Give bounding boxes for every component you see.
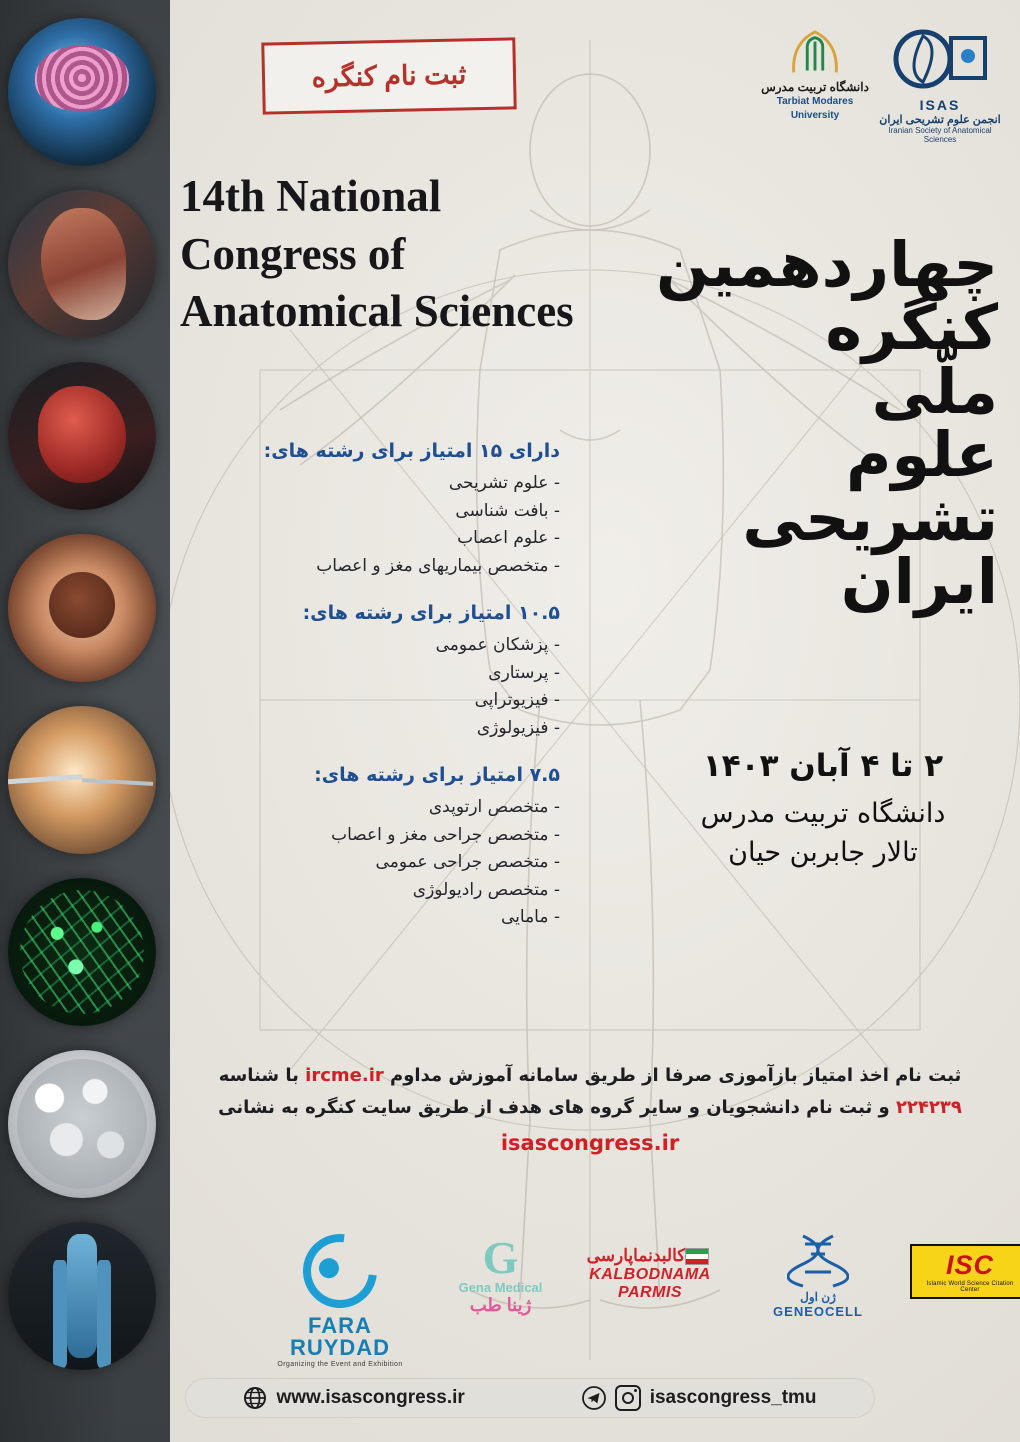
- congress-date: ۲ تا ۴ آبان ۱۴۰۳: [702, 748, 944, 784]
- isas-abbreviation: ISAS: [919, 97, 961, 113]
- kalbodnama-name-fa: [560, 1246, 740, 1266]
- fara-ring-icon: [288, 1219, 392, 1323]
- isas-logo: [876, 26, 1004, 142]
- congress-title-fa-line-4: علوم: [846, 418, 998, 492]
- registration-line1-part2: با شناسه: [218, 1065, 306, 1086]
- credit-item: - پزشکان عمومی: [435, 635, 560, 656]
- dna-helix-icon: [787, 1232, 849, 1290]
- cme-credits-section: [180, 440, 560, 954]
- isas-name-fa: انجمن علوم تشریحی ایران: [879, 114, 1001, 126]
- congress-title-fa-line-6: ایران: [840, 545, 998, 619]
- kalbodnama-parmis-logo: [560, 1246, 740, 1302]
- registration-note: [180, 1060, 1000, 1162]
- fara-tagline: Organizing the Event and Exhibition: [277, 1361, 403, 1368]
- left-image-strip: [0, 0, 170, 1442]
- geneocell-logo: [748, 1232, 888, 1319]
- credit-group: [180, 440, 560, 580]
- fluorescent-neuron-culture-thumb: [8, 878, 156, 1026]
- ivf-micromanipulation-thumb: [8, 706, 156, 854]
- globe-icon: [243, 1386, 267, 1410]
- human-body-anatomy-thumb: [8, 1222, 156, 1370]
- registration-code: ۲۲۴۲۳۹: [895, 1096, 962, 1118]
- congress-site-link[interactable]: isascongress.ir: [500, 1131, 680, 1155]
- credit-item: - متخصص رادیولوژی: [412, 879, 560, 900]
- credit-item: - فیزیوتراپی: [474, 690, 560, 711]
- isas-name-en: Iranian Society of Anatomical Sciences: [888, 126, 992, 144]
- tmu-name-en-line2: University: [790, 109, 840, 121]
- credit-group: [180, 602, 560, 742]
- isc-subtitle: Islamic World Science Citation Center: [926, 1281, 1014, 1293]
- fara-name-line2: RUYDAD: [289, 1335, 391, 1360]
- congress-venue-line-1: دانشگاه تربیت مدرس: [700, 798, 946, 829]
- credit-group-heading: دارای ۱۵ امتیاز برای رشته های:: [263, 440, 560, 462]
- gena-name-fa: ژینا طب: [469, 1294, 532, 1315]
- tarbiat-modares-logo: [760, 28, 870, 138]
- kalbodnama-name-en: KALBODNAMA PARMIS: [589, 1266, 711, 1301]
- isc-logo: [910, 1244, 1020, 1299]
- congress-title-fa-line-5: تشریحی: [742, 481, 998, 555]
- credit-item: - مامایی: [500, 907, 560, 928]
- isc-abbreviation: ISC: [945, 1250, 994, 1280]
- social-handle: isascongress_tmu: [649, 1387, 817, 1408]
- embryo-microscopy-thumb: [8, 534, 156, 682]
- head-anatomy-illustration-thumb: [8, 190, 156, 338]
- credit-item: - علوم اعصاب: [457, 528, 560, 549]
- gena-name-en: Gena Medical: [458, 1279, 543, 1295]
- congress-title-fa: [655, 228, 998, 619]
- gena-mark-icon: G: [482, 1232, 519, 1283]
- geneocell-name-en: GENEOCELL: [773, 1304, 863, 1319]
- fara-name-line1: FARA: [308, 1313, 372, 1338]
- credit-group: [180, 764, 560, 932]
- ircme-link[interactable]: ircme.ir: [305, 1065, 384, 1086]
- congress-venue-line-2: تالار جابربن حیان: [728, 837, 918, 869]
- credit-item: - متخصص جراحی عمومی: [375, 852, 560, 873]
- tmu-name-en-line1: Tarbiat Modares: [776, 96, 854, 107]
- heart-anatomy-illustration-thumb: [8, 362, 156, 510]
- credit-group-heading: ۷.۵ امتیاز برای رشته های:: [314, 764, 560, 787]
- isc-badge: [910, 1244, 1020, 1299]
- credit-item: - متخصص بیماریهای مغز و اعصاب: [316, 555, 560, 576]
- credit-item: - علوم تشریحی: [448, 473, 560, 493]
- registration-line2-rest: و ثبت نام دانشجویان و سایر گروه های هدف از طریق سایت کنگره به نشانی: [218, 1096, 896, 1118]
- congress-date-venue: [658, 748, 988, 872]
- geneocell-name-fa: ژن اول: [800, 1290, 836, 1304]
- congress-title-fa-line-2: کنگره: [825, 291, 998, 365]
- isas-emblem-icon: [876, 26, 1004, 97]
- congress-title-fa-line-1: چهاردهمین: [655, 228, 998, 301]
- brain-illustration-thumb: [8, 18, 156, 166]
- sponsor-logos: [180, 1228, 1014, 1368]
- iran-flag-icon: [685, 1248, 709, 1265]
- instagram-icon: [615, 1385, 641, 1411]
- credit-item: - متخصص ارتوپدی: [428, 797, 560, 818]
- fara-ruydad-logo: [255, 1234, 425, 1368]
- telegram-icon: [582, 1386, 606, 1410]
- tissue-scaffold-microscopy-thumb: [8, 1050, 156, 1198]
- credit-item: - بافت شناسی: [455, 500, 560, 521]
- kalbodnama-fa-text: کالبدنماپارسی: [586, 1246, 686, 1265]
- credit-item: - پرستاری: [488, 662, 560, 683]
- social-cell[interactable]: [582, 1385, 817, 1411]
- congress-title-fa-line-3: ملّی: [871, 354, 998, 428]
- congress-title-en: 14th National Congress of Anatomical Sciences: [180, 171, 574, 337]
- tmu-emblem-icon: [786, 28, 844, 78]
- footer-bar: [185, 1378, 875, 1418]
- tmu-name-fa: دانشگاه تربیت مدرس: [761, 80, 869, 94]
- gena-medical-logo: [438, 1232, 563, 1316]
- registration-stamp-label: ثبت نام کنگره: [311, 58, 467, 93]
- credit-item: - فیزیولوژی: [476, 717, 560, 738]
- registration-stamp[interactable]: [261, 37, 516, 114]
- website-url: www.isascongress.ir: [276, 1387, 465, 1408]
- website-cell[interactable]: [243, 1386, 464, 1410]
- registration-line1-part1: ثبت نام اخذ امتیاز بازآموزی صرفا از طریق سامانه آموزش مداوم: [383, 1065, 962, 1086]
- credit-item: - متخصص جراحی مغز و اعصاب: [331, 824, 560, 845]
- credit-group-heading: ۱۰.۵ امتیاز برای رشته های:: [302, 602, 560, 625]
